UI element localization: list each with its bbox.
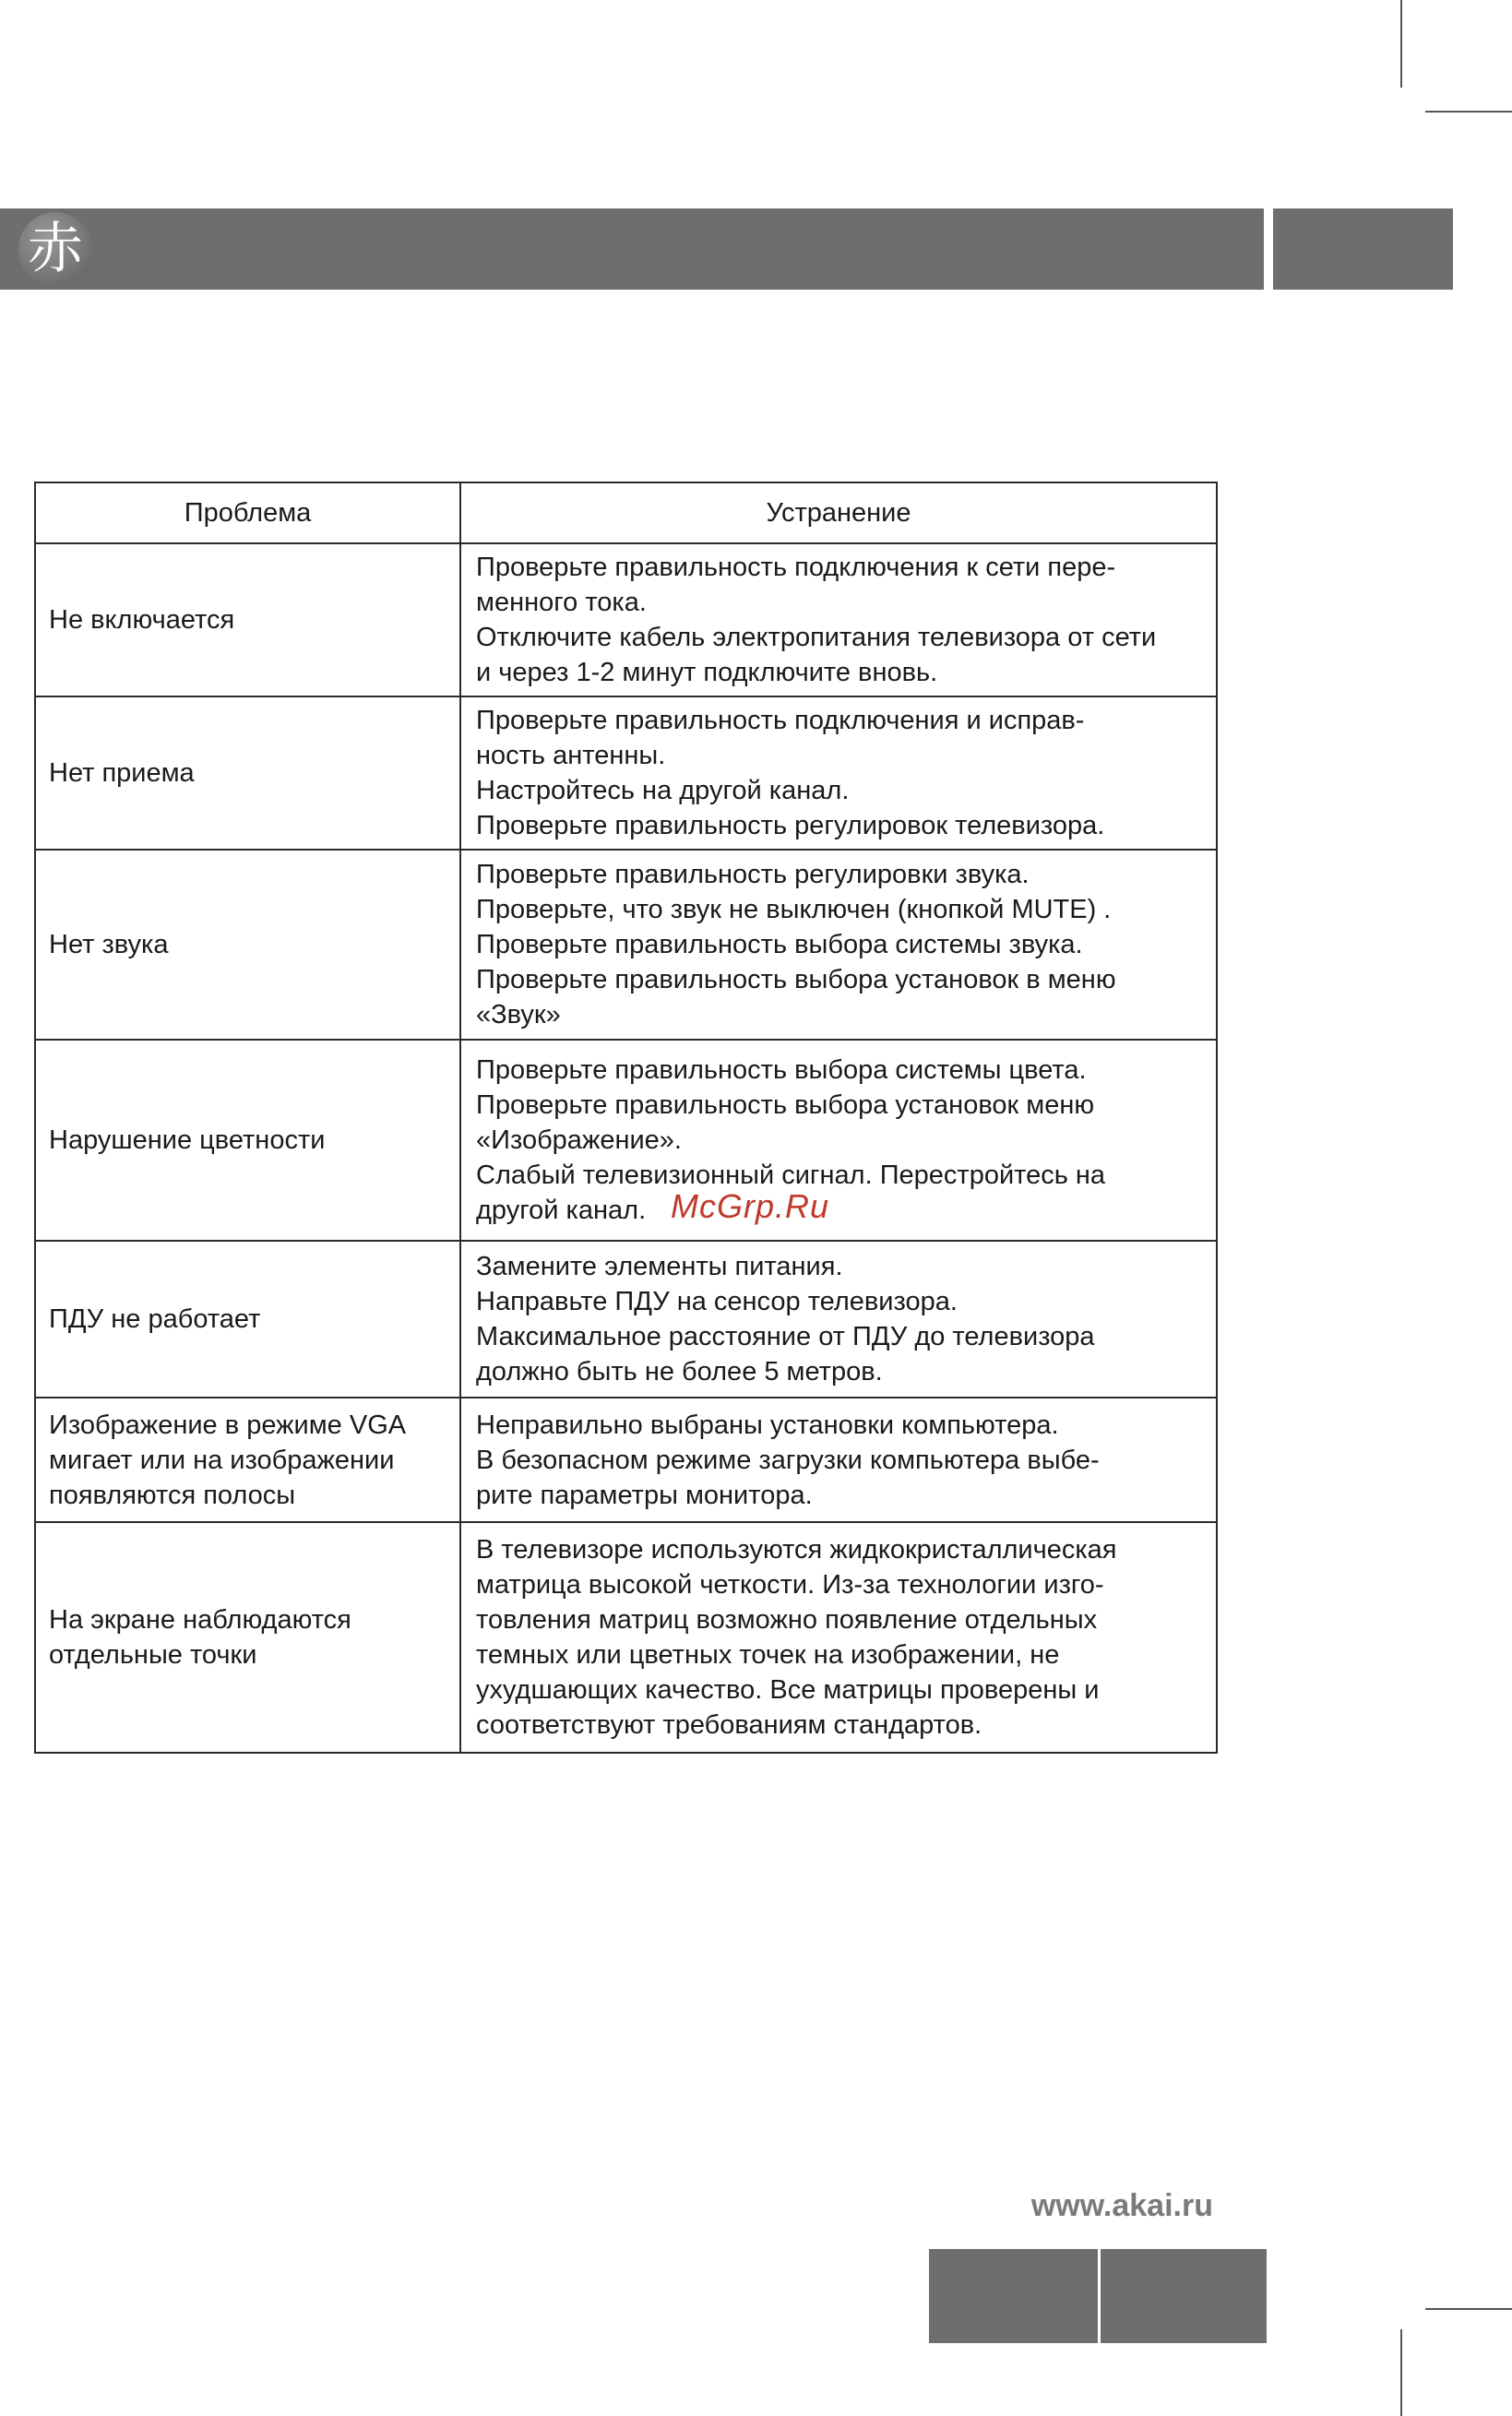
problem-cell: [35, 696, 460, 850]
solution-line: темных или цветных точек на изображении, не: [476, 1640, 1060, 1670]
problem-cell: [35, 1522, 460, 1753]
troubleshooting-table: [34, 482, 1218, 1754]
solution-line: другой канал.: [476, 1196, 647, 1225]
header-bar: [0, 208, 1264, 290]
table-row: [35, 696, 1217, 850]
problem-line: Нарушение цветности: [49, 1125, 326, 1155]
problem-line: появляются полосы: [49, 1480, 296, 1510]
website-url: www.akai.ru: [1030, 2188, 1213, 2223]
solution-line: Проверьте, что звук не выключен (кнопкой MUTE) .: [476, 895, 1112, 924]
solution-line: соответствуют требованиям стандартов.: [476, 1710, 982, 1740]
table-row: [35, 1398, 1217, 1522]
solution-line: матрица высокой четкости. Из-за технологии изго-: [476, 1570, 1104, 1600]
problem-cell: [35, 1398, 460, 1522]
solution-cell: [460, 1241, 1217, 1398]
problem-line: Нет приема: [49, 758, 195, 788]
solution-cell: [460, 1040, 1217, 1241]
problem-cell: [35, 543, 460, 696]
problem-cell: [35, 1040, 460, 1241]
header-tab: [1273, 208, 1453, 290]
problem-line: мигает или на изображении: [49, 1445, 395, 1475]
column-header-problem: Проблема: [35, 482, 460, 543]
solution-cell: [460, 1522, 1217, 1753]
problem-line: отдельные точки: [49, 1640, 257, 1670]
solution-line: Настройтесь на другой канал.: [476, 776, 850, 805]
solution-cell: [460, 1398, 1217, 1522]
footer-tab-right: [1101, 2249, 1267, 2343]
problem-line: Не включается: [49, 605, 235, 635]
table-row: [35, 850, 1217, 1040]
solution-line: «Звук»: [476, 1000, 561, 1029]
solution-cell: [460, 850, 1217, 1040]
solution-cell: [460, 696, 1217, 850]
solution-line: Проверьте правильность выбора системы цвета.: [476, 1055, 1087, 1085]
crop-mark-top-vertical: [1400, 0, 1402, 88]
solution-line: Проверьте правильность подключения и исправ-: [476, 706, 1085, 735]
solution-line: менного тока.: [476, 588, 647, 617]
solution-cell: [460, 543, 1217, 696]
solution-line: Проверьте правильность подключения к сети пере-: [476, 553, 1116, 582]
solution-line: Направьте ПДУ на сенсор телевизора.: [476, 1287, 958, 1316]
problem-cell: [35, 850, 460, 1040]
solution-line: Проверьте правильность выбора установок в меню: [476, 965, 1116, 994]
solution-line: и через 1-2 минут подключите вновь.: [476, 658, 938, 687]
solution-line: Проверьте правильность выбора системы звука.: [476, 930, 1083, 959]
table-header-row: [35, 482, 1217, 543]
problem-line: ПДУ не работает: [49, 1304, 261, 1334]
solution-line: Неправильно выбраны установки компьютера.: [476, 1410, 1059, 1440]
solution-line: ухудшающих качество. Все матрицы проверены и: [476, 1675, 1100, 1705]
problem-line: Нет звука: [49, 930, 169, 959]
solution-line: В безопасном режиме загрузки компьютера выбе-: [476, 1445, 1100, 1475]
table-row: [35, 543, 1217, 696]
solution-line: ность антенны.: [476, 741, 666, 770]
solution-line: Отключите кабель электропитания телевизора от сети: [476, 623, 1157, 652]
solution-line: рите параметры монитора.: [476, 1480, 813, 1510]
akai-logo-icon: 赤: [18, 212, 92, 286]
footer-tab-left: [929, 2249, 1098, 2343]
problem-line: Изображение в режиме VGA: [49, 1410, 407, 1440]
problem-line: На экране наблюдаются: [49, 1605, 351, 1635]
solution-line: В телевизоре используются жидкокристаллическая: [476, 1535, 1117, 1565]
solution-line: Максимальное расстояние от ПДУ до телевизора: [476, 1322, 1095, 1351]
crop-mark-bottom-vertical: [1400, 2329, 1402, 2416]
table-body: [35, 543, 1217, 1753]
solution-line: Замените элементы питания.: [476, 1252, 843, 1281]
crop-mark-bottom-horizontal: [1425, 2308, 1512, 2310]
column-header-solution: Устранение: [460, 482, 1217, 543]
solution-line: Проверьте правильность регулировок телевизора.: [476, 811, 1105, 840]
solution-line: «Изображение».: [476, 1125, 682, 1155]
solution-line: должно быть не более 5 метров.: [476, 1357, 883, 1387]
table-row: [35, 1522, 1217, 1753]
solution-line: Проверьте правильность выбора установок меню: [476, 1090, 1095, 1120]
table-row: [35, 1040, 1217, 1241]
crop-mark-top-horizontal: [1425, 111, 1512, 113]
solution-line: Проверьте правильность регулировки звука.: [476, 860, 1030, 889]
watermark: McGrp.Ru: [671, 1187, 830, 1225]
solution-line: товления матриц возможно появление отдельных: [476, 1605, 1098, 1635]
solution-line: Слабый телевизионный сигнал. Перестройтесь на: [476, 1160, 1106, 1190]
problem-cell: [35, 1241, 460, 1398]
table-row: [35, 1241, 1217, 1398]
